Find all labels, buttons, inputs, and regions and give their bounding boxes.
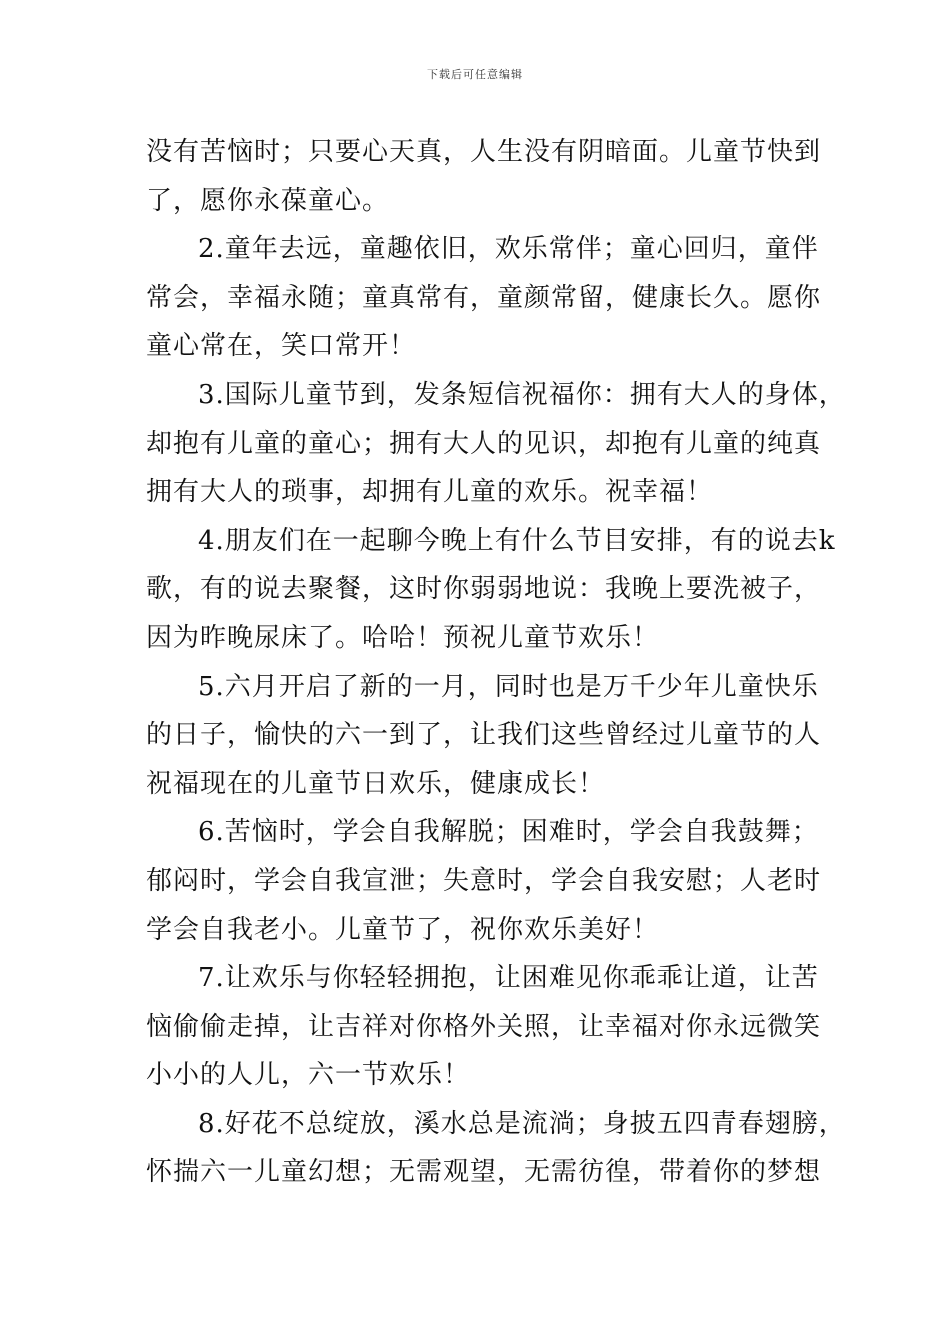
text-line-item-start: 3.国际儿童节到，发条短信祝福你：拥有大人的身体， <box>198 379 846 410</box>
text-line: 因为昨晚尿床了。哈哈！预祝儿童节欢乐！ <box>146 622 660 653</box>
text-line-item-start: 6.苦恼时，学会自我解脱；困难时，学会自我鼓舞； <box>198 817 819 848</box>
text-line-item-start: 2.童年去远，童趣依旧，欢乐常伴；童心回归，童伴 <box>198 234 819 265</box>
text-line-item-start: 5.六月开启了新的一月，同时也是万千少年儿童快乐 <box>198 671 819 702</box>
text-line-item-start: 4.朋友们在一起聊今晚上有什么节目安排，有的说去k <box>198 525 836 556</box>
text-line: 拥有大人的琐事，却拥有儿童的欢乐。祝幸福！ <box>146 477 714 508</box>
text-line: 怀揣六一儿童幻想；无需观望，无需彷徨，带着你的梦想 <box>146 1157 822 1188</box>
text-line: 小小的人儿，六一节欢乐！ <box>146 1060 471 1091</box>
text-line: 没有苦恼时；只要心天真，人生没有阴暗面。儿童节快到 <box>146 137 822 167</box>
text-line-item-start: 7.让欢乐与你轻轻拥抱，让困难见你乖乖让道，让苦 <box>198 963 819 994</box>
page-header: 下载后可任意编辑 <box>427 68 523 81</box>
text-line: 却抱有儿童的童心；拥有大人的见识，却抱有儿童的纯真 <box>146 428 822 459</box>
text-line-item-start: 8.好花不总绽放，溪水总是流淌；身披五四青春翅膀， <box>198 1108 846 1139</box>
text-line: 祝福现在的儿童节日欢乐，健康成长！ <box>146 768 606 799</box>
text-line: 歌，有的说去聚餐，这时你弱弱地说：我晚上要洗被子， <box>146 574 822 605</box>
text-line: 常会，幸福永随；童真常有，童颜常留，健康长久。愿你 <box>146 282 822 313</box>
document-body <box>146 128 846 1197</box>
text-line: 恼偷偷走掉，让吉祥对你格外关照，让幸福对你永远微笑 <box>146 1011 822 1042</box>
text-line: 的日子，愉快的六一到了，让我们这些曾经过儿童节的人 <box>146 720 822 751</box>
text-line: 学会自我老小。儿童节了，祝你欢乐美好！ <box>146 914 660 945</box>
text-line: 童心常在，笑口常开！ <box>146 331 417 362</box>
text-line: 了，愿你永葆童心。 <box>146 185 390 216</box>
text-line: 郁闷时，学会自我宣泄；失意时，学会自我安慰；人老时 <box>146 865 822 896</box>
